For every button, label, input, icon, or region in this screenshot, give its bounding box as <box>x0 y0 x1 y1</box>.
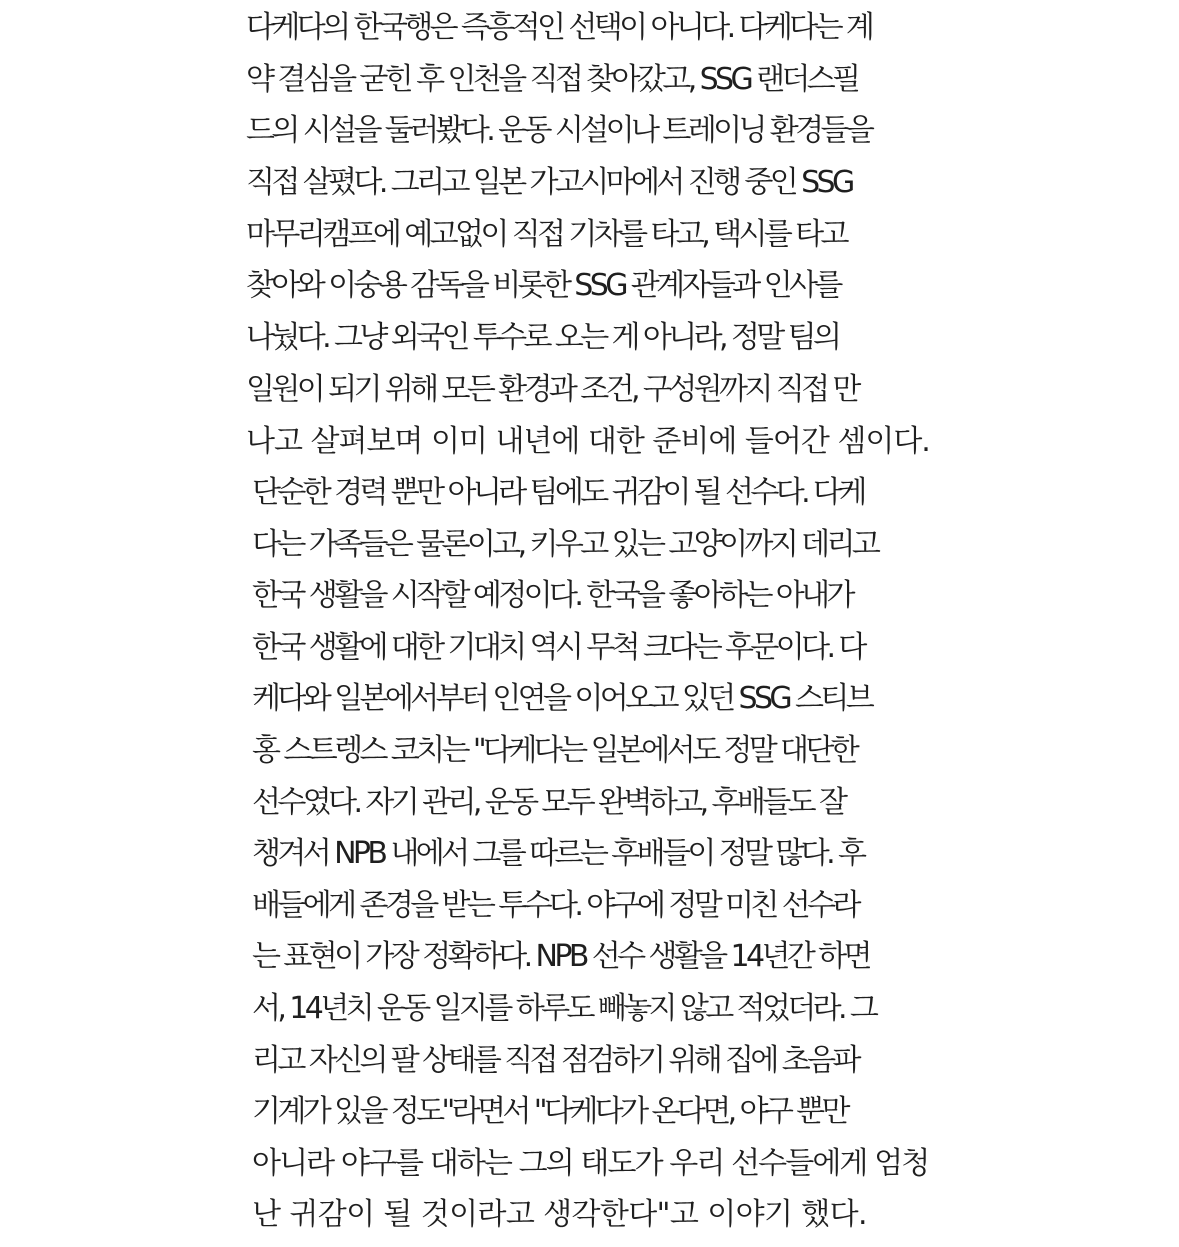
paragraph-line: 리고 자신의 팔 상태를 직접 점검하기 위해 집에 초음파 <box>252 1042 858 1078</box>
paragraph-line: 아니라 야구를 대하는 그의 태도가 우리 선수들에게 엄청 <box>252 1145 929 1181</box>
paragraph-line: 서, 14년치 운동 일지를 하루도 빼놓지 않고 적었더라. 그 <box>252 990 876 1026</box>
article-paragraph <box>246 8 930 473</box>
paragraph-line: 단순한 경력 뿐만 아니라 팀에도 귀감이 될 선수다. 다케 <box>252 475 864 510</box>
paragraph-line: 일원이 되기 위해 모든 환경과 조건, 구성원까지 직접 만 <box>246 371 858 407</box>
paragraph-line: 나고 살펴보며 이미 내년에 대한 준비에 들어간 셈이다. <box>246 423 930 459</box>
paragraph-line: 배들에게 존경을 받는 투수다. 야구에 정말 미친 선수라 <box>252 887 858 923</box>
paragraph-line: 는 표현이 가장 정확하다. NPB 선수 생활을 14년간 하면 <box>252 939 869 975</box>
paragraph-line: 한국 생활에 대한 기대치 역시 무척 크다는 후문이다. 다 <box>252 629 864 665</box>
paragraph-line: 기계가 있을 정도"라면서 "다케다가 온다면, 야구 뿐만 <box>252 1094 847 1130</box>
paragraph-line: 챙겨서 NPB 내에서 그를 따르는 후배들이 정말 많다. 후 <box>252 836 864 872</box>
article-paragraph <box>252 473 928 1247</box>
paragraph-line: 홍 스트렝스 코치는 "다케다는 일본에서도 정말 대단한 <box>252 732 857 768</box>
paragraph-line: 나눴다. 그냥 외국인 투수로 오는 게 아니라, 정말 팀의 <box>246 320 839 356</box>
paragraph-line: 마무리캠프에 예고없이 직접 기차를 타고, 택시를 타고 <box>246 216 846 252</box>
paragraph-line: 약 결심을 굳힌 후 인천을 직접 찾아갔고, SSG 랜더스필 <box>246 61 858 97</box>
paragraph-line: 다는 가족들은 물론이고, 키우고 있는 고양이까지 데리고 <box>252 526 878 562</box>
paragraph-line: 다케다의 한국행은 즉흥적인 선택이 아니다. 다케다는 계 <box>246 10 872 45</box>
paragraph-line: 선수였다. 자기 관리, 운동 모두 완벽하고, 후배들도 잘 <box>252 784 845 820</box>
paragraph-line: 케다와 일본에서부터 인연을 이어오고 있던 SSG 스티브 <box>252 681 872 717</box>
paragraph-line: 난 귀감이 될 것이라고 생각한다"고 이야기 했다. <box>252 1197 867 1233</box>
paragraph-line: 한국 생활을 시작할 예정이다. 한국을 좋아하는 아내가 <box>252 578 852 614</box>
paragraph-line: 직접 살폈다. 그리고 일본 가고시마에서 진행 중인 SSG <box>246 165 852 201</box>
paragraph-line: 드의 시설을 둘러봤다. 운동 시설이나 트레이닝 환경들을 <box>246 113 872 149</box>
paragraph-line: 찾아와 이숭용 감독을 비롯한 SSG 관계자들과 인사를 <box>246 268 840 304</box>
